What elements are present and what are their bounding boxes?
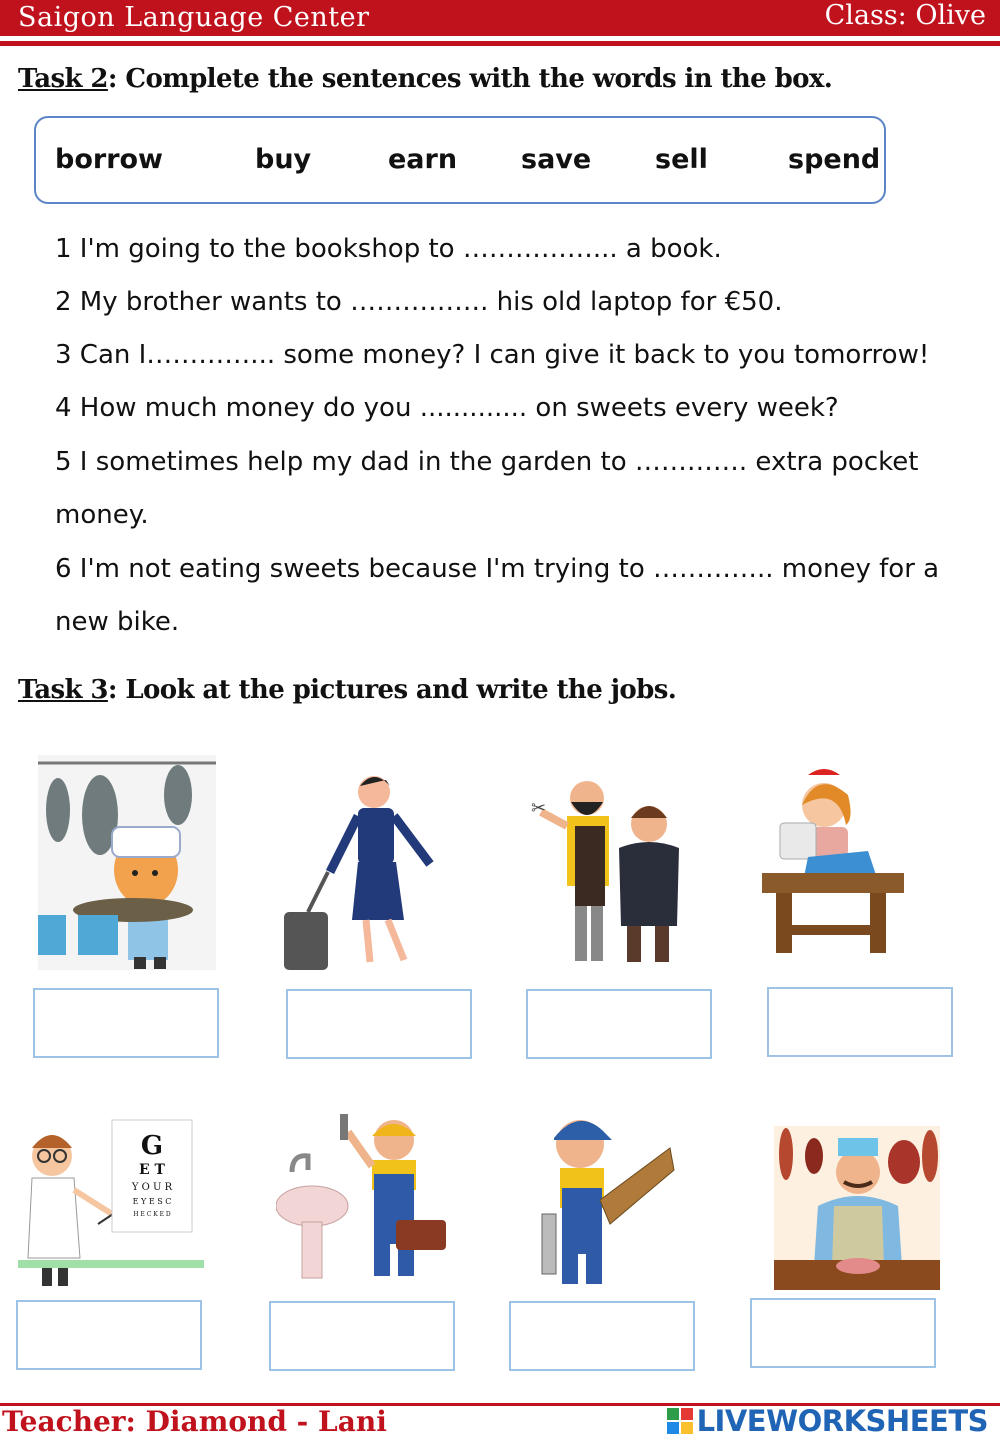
word-sell: sell xyxy=(655,144,708,175)
dressmaker-picture xyxy=(758,765,904,958)
plumber-picture xyxy=(276,1110,452,1282)
sentence-6: 6 I'm not eating sweets because I'm trying to ………….. money for a new bike. xyxy=(55,554,940,637)
answer-box-5[interactable] xyxy=(16,1300,202,1370)
task3-instruction: : Look at the pictures and write the jobs. xyxy=(107,675,677,705)
answer-box-2[interactable] xyxy=(286,989,472,1059)
answer-box-7[interactable] xyxy=(509,1301,695,1371)
liveworksheets-logo[interactable] xyxy=(667,1403,988,1439)
word-borrow: borrow xyxy=(55,144,163,175)
eye-chart-line-1: G xyxy=(140,1131,164,1161)
sentence-4: 4 How much money do you ............. on sweets every week? xyxy=(55,393,839,423)
eye-chart-line-5: H E C K E D xyxy=(133,1211,171,1218)
butcher-picture xyxy=(774,1126,940,1290)
word-buy: buy xyxy=(255,144,312,175)
logo-text: LIVEWORKSHEETS xyxy=(696,1404,988,1438)
hairdresser-picture xyxy=(527,776,692,968)
eye-chart-line-3: Y O U R xyxy=(131,1182,173,1193)
word-spend: spend xyxy=(788,144,881,175)
task2-instruction: : Complete the sentences with the words in the box. xyxy=(107,64,833,94)
answer-box-4[interactable] xyxy=(767,987,953,1057)
task2-heading xyxy=(18,64,832,94)
sentence-5: 5 I sometimes help my dad in the garden to …………. extra pocket money. xyxy=(55,447,919,530)
logo-icon xyxy=(667,1408,693,1434)
task3-heading xyxy=(18,675,676,705)
answer-box-3[interactable] xyxy=(526,989,712,1059)
teacher-credit: Teacher: Diamond - Lani xyxy=(2,1405,387,1438)
fishmonger-picture xyxy=(38,755,216,970)
answer-box-8[interactable] xyxy=(750,1298,936,1368)
word-box xyxy=(34,116,886,204)
answer-box-1[interactable] xyxy=(33,988,219,1058)
class-label: Class: Olive xyxy=(824,0,986,31)
sentence-3: 3 Can I…………... some money? I can give it back to you tomorrow! xyxy=(55,340,930,370)
answer-box-6[interactable] xyxy=(269,1301,455,1371)
word-save: save xyxy=(521,144,592,175)
task3-number: Task 3 xyxy=(18,675,108,705)
eye-chart-line-4: E Y E S C xyxy=(132,1197,172,1206)
word-earn: earn xyxy=(388,144,458,175)
flight-attendant-picture xyxy=(278,772,458,974)
optician-picture xyxy=(18,1118,204,1290)
header-divider xyxy=(0,41,1000,46)
eye-chart-line-2: E T xyxy=(139,1162,165,1178)
sentence-2: 2 My brother wants to ……………. his old laptop for €50. xyxy=(55,287,783,317)
svg-text:✂: ✂ xyxy=(531,798,547,819)
task2-number: Task 2 xyxy=(18,64,108,94)
center-name: Saigon Language Center xyxy=(18,2,370,33)
sentence-1: 1 I'm going to the bookshop to ……………... a book. xyxy=(55,234,722,264)
carpenter-picture xyxy=(540,1104,675,1288)
